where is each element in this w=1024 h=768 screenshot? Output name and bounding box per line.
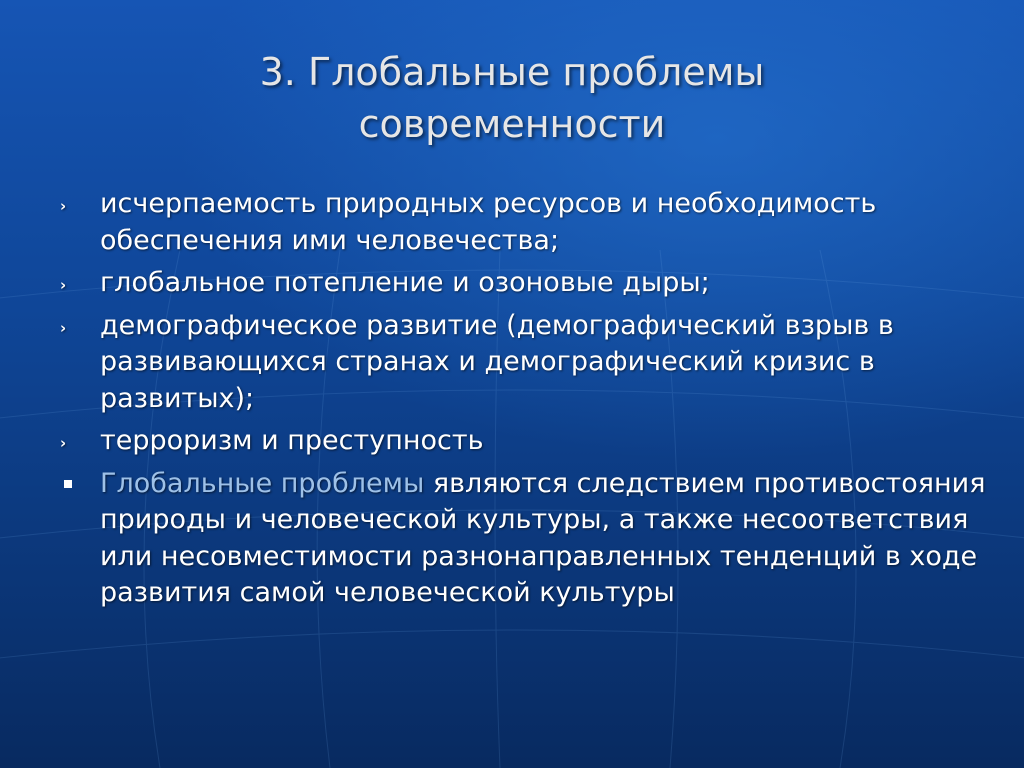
- bullet-item: [58, 265, 988, 302]
- bullet-text: демографическое развитие (демографический взрыв в развивающихся странах и демографический кризис в развитых);: [100, 309, 894, 414]
- chevron-bullet-icon: ›: [60, 434, 67, 452]
- bullet-text: терроризм и преступность: [100, 425, 484, 456]
- bullet-text: исчерпаемость природных ресурсов и необходимость обеспечения ими человечества;: [100, 188, 877, 256]
- bullet-list: [58, 186, 988, 618]
- conclusion-highlight: Глобальные проблемы: [100, 467, 425, 499]
- chevron-bullet-icon: ›: [60, 197, 67, 215]
- square-bullet-icon: [64, 480, 72, 488]
- slide-title-line-2: современности: [358, 102, 666, 146]
- slide-title-line-1: 3. Глобальные проблемы: [259, 50, 765, 94]
- chevron-bullet-icon: ›: [60, 318, 67, 337]
- bullet-item: [58, 186, 988, 259]
- bullet-item: [58, 423, 988, 460]
- conclusion-text: являются следствием противостояния природы и человеческой культуры, а также несоответствия или несовместимости разнонаправленных тенденций в ходе развития самой человеческой культуры: [100, 467, 986, 608]
- chevron-bullet-icon: ›: [60, 276, 67, 294]
- bullet-text: глобальное потепление и озоновые дыры;: [100, 267, 710, 298]
- bullet-item: [58, 308, 988, 418]
- conclusion-item: [58, 466, 988, 612]
- slide-title: [0, 46, 1024, 150]
